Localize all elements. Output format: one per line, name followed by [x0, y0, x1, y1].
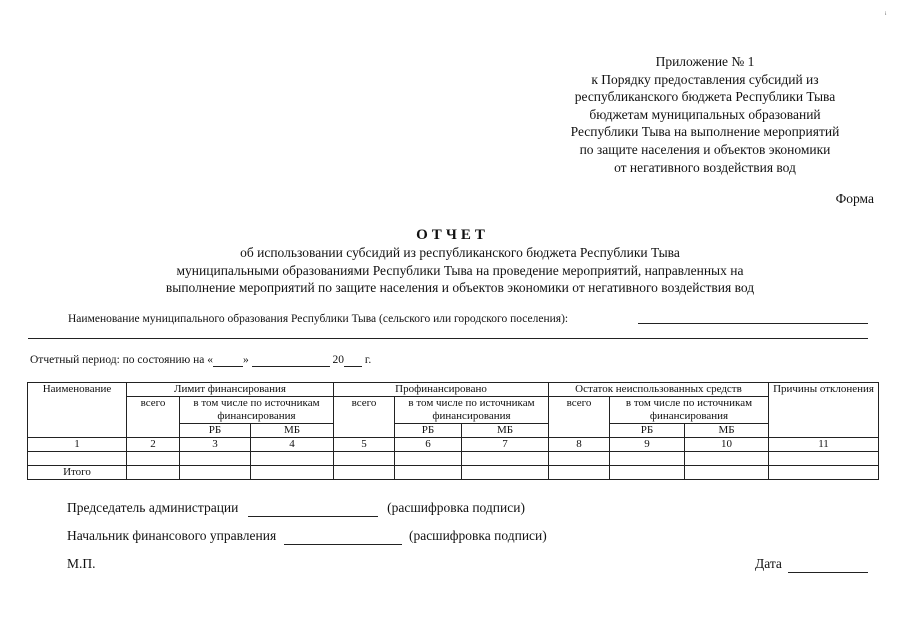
table-cell[interactable]: [127, 466, 180, 480]
table-data-row: [28, 452, 879, 466]
table-cell[interactable]: [28, 452, 127, 466]
appendix-line: Приложение № 1: [655, 54, 755, 69]
table-cell[interactable]: [610, 466, 685, 480]
appendix-line: по защите населения и объектов экономики: [579, 141, 831, 157]
table-cell[interactable]: [769, 466, 879, 480]
finance-head-signature-line: [67, 528, 547, 545]
subtitle-line: выполнение мероприятий по защите населения и объектов экономики от негативного воздействия вод: [165, 280, 755, 295]
period-year-suffix: г.: [364, 354, 372, 366]
column-number: 7: [462, 438, 549, 452]
header-remaining: Остаток неиспользованных средств: [549, 383, 769, 397]
chairman-label: Председатель администрации: [67, 500, 239, 515]
column-number: 2: [127, 438, 180, 452]
table-cell[interactable]: [395, 452, 462, 466]
table-cell[interactable]: [395, 466, 462, 480]
total-row-label: Итого: [28, 466, 127, 480]
column-number: 1: [28, 438, 127, 452]
date-line: [755, 556, 868, 573]
period-year-field[interactable]: [344, 354, 362, 367]
appendix-line: бюджетам муниципальных образований: [589, 106, 821, 122]
header-sources: в том числе по источникам финансирования: [610, 397, 769, 424]
appendix-block: [540, 53, 870, 176]
table-cell[interactable]: [610, 452, 685, 466]
column-number: 6: [395, 438, 462, 452]
header-total: всего: [549, 397, 610, 438]
finance-head-decode-label: (расшифровка подписи): [408, 528, 547, 543]
period-close-quote: »: [243, 354, 249, 366]
header-limit: Лимит финансирования: [127, 383, 334, 397]
table-cell[interactable]: [549, 452, 610, 466]
table-cell[interactable]: [685, 466, 769, 480]
date-label: Дата: [755, 556, 782, 571]
date-field[interactable]: [788, 556, 868, 573]
table-cell[interactable]: [334, 466, 395, 480]
table-header-row: [28, 383, 879, 397]
column-number: 4: [251, 438, 334, 452]
header-mb: МБ: [685, 424, 769, 438]
municipality-field[interactable]: [638, 323, 868, 324]
header-sources: в том числе по источникам финансирования: [395, 397, 549, 424]
table-total-row: [28, 466, 879, 480]
header-rb: РБ: [610, 424, 685, 438]
finance-head-label: Начальник финансового управления: [67, 528, 277, 543]
period-month-field[interactable]: [252, 354, 330, 367]
chairman-decode-label: (расшифровка подписи): [387, 500, 525, 515]
municipality-label: Наименование муниципального образования Республики Тыва (сельского или городского поселения):: [68, 313, 569, 325]
column-number: 5: [334, 438, 395, 452]
report-title: ОТЧЕТ: [416, 227, 489, 243]
table-cell[interactable]: [462, 466, 549, 480]
table-cell[interactable]: [549, 466, 610, 480]
report-subtitle: [80, 244, 840, 297]
header-total: всего: [334, 397, 395, 438]
column-number: 3: [180, 438, 251, 452]
header-total: всего: [127, 397, 180, 438]
header-rb: РБ: [180, 424, 251, 438]
header-name: Наименование: [28, 383, 127, 438]
period-label: Отчетный период: по состоянию на «: [30, 354, 214, 366]
table-cell[interactable]: [127, 452, 180, 466]
corner-mark: ᵢ: [885, 6, 887, 16]
finance-head-signature-field[interactable]: [284, 528, 402, 545]
table-numbers-row: [28, 438, 879, 452]
report-table: [27, 382, 879, 480]
table-cell[interactable]: [685, 452, 769, 466]
header-mb: МБ: [251, 424, 334, 438]
table-cell[interactable]: [334, 452, 395, 466]
table-cell[interactable]: [769, 452, 879, 466]
column-number: 10: [685, 438, 769, 452]
subtitle-line: об использовании субсидий из республиканского бюджета Республики Тыва: [240, 245, 680, 260]
form-label: Форма: [835, 191, 874, 206]
table-cell[interactable]: [180, 452, 251, 466]
header-mb: МБ: [462, 424, 549, 438]
table-header-row: [28, 397, 879, 424]
column-number: 9: [610, 438, 685, 452]
table-cell[interactable]: [462, 452, 549, 466]
municipality-field-continuation[interactable]: [28, 338, 868, 339]
column-number: 8: [549, 438, 610, 452]
appendix-line: к Порядку предоставления субсидий из: [591, 71, 819, 87]
period-year-prefix: 20: [332, 354, 345, 366]
table-cell[interactable]: [251, 466, 334, 480]
header-sources: в том числе по источникам финансирования: [180, 397, 334, 424]
period-day-field[interactable]: [213, 354, 243, 367]
chairman-signature-line: [67, 500, 525, 517]
appendix-line: Республики Тыва на выполнение мероприятий: [570, 124, 840, 140]
table-cell[interactable]: [251, 452, 334, 466]
header-rb: РБ: [395, 424, 462, 438]
period-line: [30, 354, 371, 367]
appendix-line: от негативного воздействия вод: [614, 159, 796, 175]
table-cell[interactable]: [180, 466, 251, 480]
stamp-label: М.П.: [67, 556, 96, 571]
column-number: 11: [769, 438, 879, 452]
header-financed: Профинансировано: [334, 383, 549, 397]
header-reasons: Причины отклонения: [769, 383, 879, 438]
subtitle-line: муниципальными образованиями Республики Тыва на проведение мероприятий, направленных на: [176, 262, 744, 278]
chairman-signature-field[interactable]: [248, 500, 378, 517]
appendix-line: республиканского бюджета Республики Тыва: [574, 89, 836, 105]
